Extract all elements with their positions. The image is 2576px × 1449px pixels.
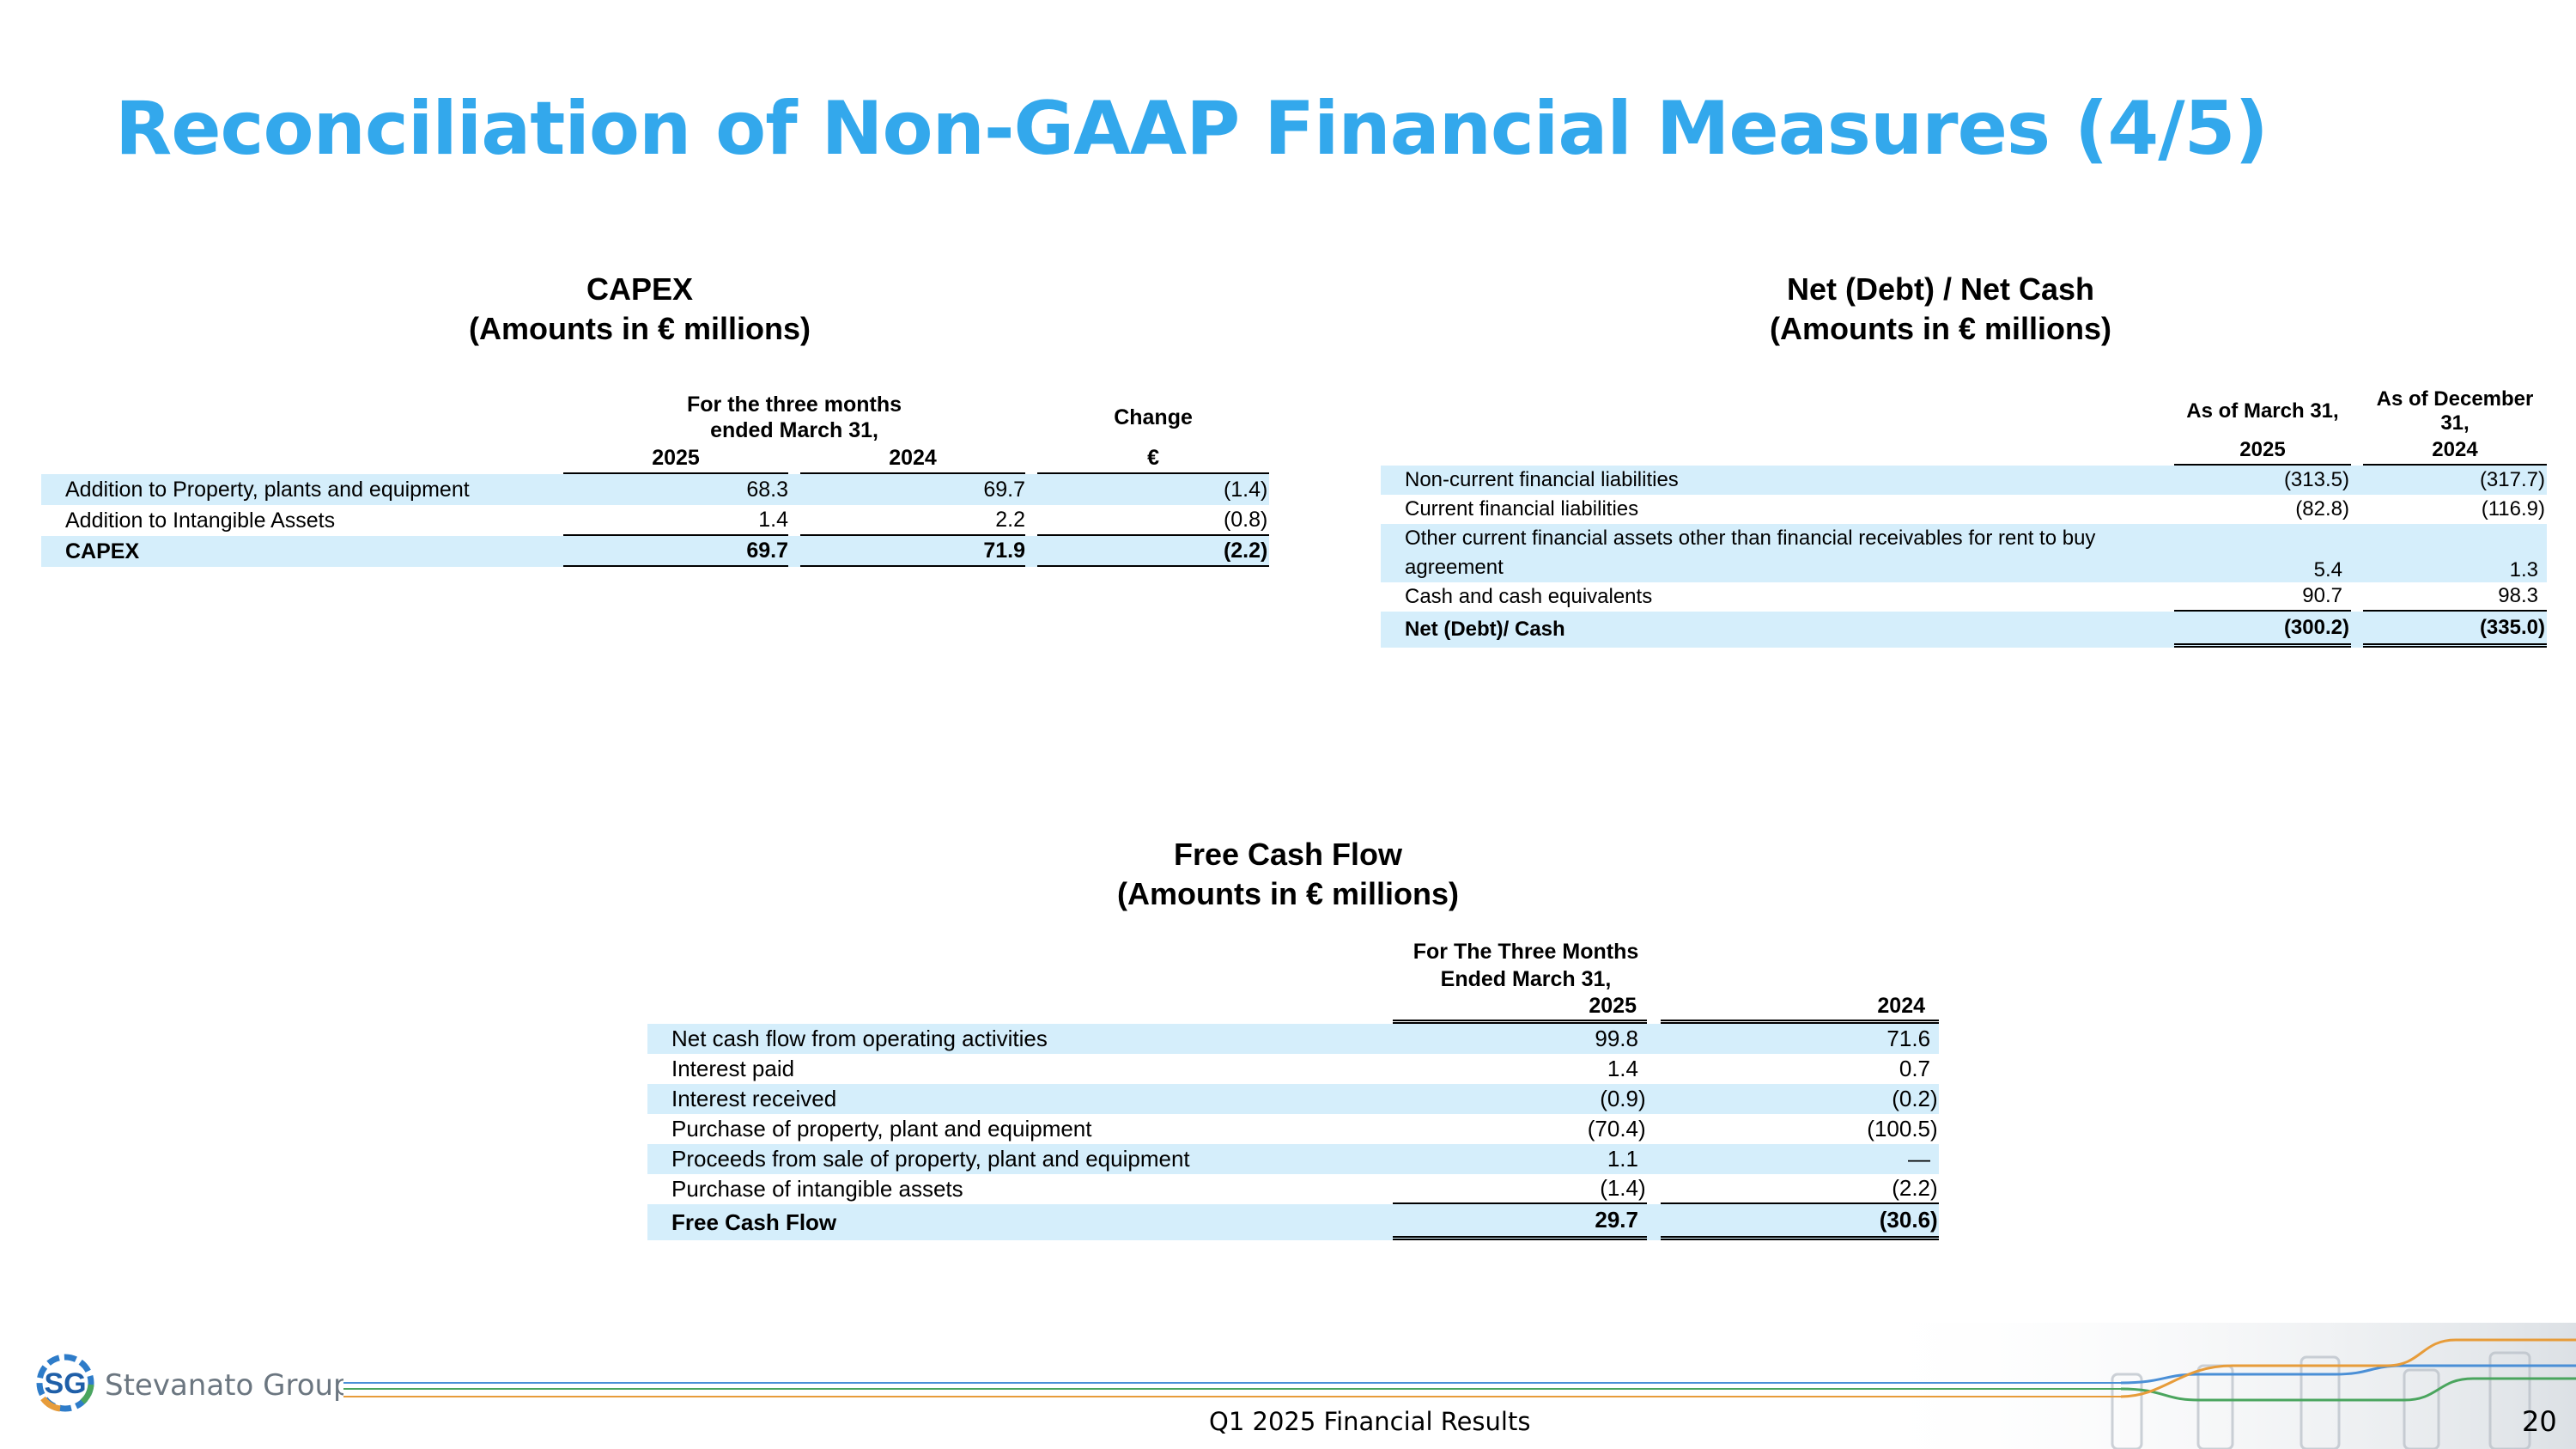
paren: ) <box>1930 1116 1938 1142</box>
row-label: Net cash flow from operating activities <box>647 1024 1379 1054</box>
value-2024: 2.2 <box>800 505 1025 536</box>
company-logo <box>34 1349 343 1422</box>
table-row <box>647 1024 1939 1054</box>
paren: ) <box>2538 615 2545 639</box>
paren: ) <box>1261 538 1268 563</box>
value-2025: (82.8 <box>2295 497 2342 521</box>
capex-header-row-2 <box>41 443 1269 474</box>
row-label: Interest paid <box>671 1056 795 1081</box>
table-row <box>647 1174 1939 1204</box>
value-2024: (0.2 <box>1892 1086 1931 1111</box>
row-label: Cash and cash equivalents <box>1405 585 1653 608</box>
page-number: 20 <box>2522 1405 2557 1438</box>
value-2024: (317.7 <box>2479 468 2538 491</box>
paren: ) <box>1930 1086 1938 1111</box>
table-row-total <box>1381 612 2547 648</box>
paren: ) <box>1261 477 1268 502</box>
capex-period-header2: ended March 31, <box>710 418 878 442</box>
paren: ) <box>1638 1116 1646 1142</box>
value-2024: — <box>1908 1146 1931 1172</box>
capex-title: CAPEX <box>586 271 694 307</box>
net-debt-title-block <box>1709 270 2172 349</box>
row-label: Net (Debt)/ Cash <box>1381 612 2166 648</box>
paren: ) <box>2538 497 2545 521</box>
value-2025: 1.4 <box>563 505 788 536</box>
table-row <box>41 474 1269 505</box>
net-debt-header-row-1 <box>1381 387 2547 436</box>
capex-header-row-1 <box>41 392 1269 443</box>
value-2025: 69.7 <box>563 536 788 567</box>
fcf-title: Free Cash Flow <box>1173 837 1403 872</box>
footer-report-title: Q1 2025 Financial Results <box>1209 1407 1531 1436</box>
value-2025: 1.4 <box>1607 1056 1638 1081</box>
value-2025: 99.8 <box>1595 1026 1638 1051</box>
capex-table <box>41 392 1269 567</box>
net-debt-table <box>1381 387 2547 648</box>
capex-year-2025: 2025 <box>563 443 788 474</box>
value-2024: 1.3 <box>2509 558 2538 581</box>
row-label: Addition to Intangible Assets <box>65 508 336 533</box>
net-debt-year-2025: 2025 <box>2174 436 2351 466</box>
capex-change-header: Change <box>1114 405 1193 429</box>
row-label-continued: agreement <box>1405 556 1504 579</box>
row-label: Addition to Property, plants and equipment <box>41 474 551 505</box>
table-row <box>41 505 1269 536</box>
net-debt-subtitle: (Amounts in € millions) <box>1769 311 2111 346</box>
row-label: Purchase of intangible assets <box>671 1176 963 1202</box>
page-title: Reconciliation of Non-GAAP Financial Measures (4/5) <box>115 86 2268 172</box>
value-2024: 71.9 <box>800 536 1025 567</box>
net-debt-col2-header: As of December 31, <box>2376 387 2534 435</box>
net-debt-col1-header: As of March 31, <box>2186 399 2339 423</box>
fcf-title-block <box>1065 835 1511 914</box>
value-2024: 69.7 <box>800 474 1025 505</box>
value-2025: (0.9 <box>1600 1086 1638 1111</box>
row-label: Non-current financial liabilities <box>1381 466 2166 495</box>
value-2025: (300.2 <box>2283 615 2342 639</box>
value-2024: 98.3 <box>2498 584 2538 607</box>
row-label: Current financial liabilities <box>1405 497 1639 521</box>
table-row <box>647 1084 1939 1114</box>
table-row <box>647 1144 1939 1174</box>
row-label: Interest received <box>647 1084 1379 1114</box>
fcf-year-2024: 2024 <box>1661 993 1939 1024</box>
value-2025: (313.5 <box>2283 468 2342 491</box>
table-row <box>1381 524 2547 582</box>
capex-title-block <box>421 270 859 349</box>
value-2024: 71.6 <box>1886 1026 1931 1051</box>
table-row <box>1381 495 2547 524</box>
fcf-period-header: For The Three Months <box>1413 940 1639 964</box>
net-debt-title: Net (Debt) / Net Cash <box>1786 271 2095 307</box>
row-label: CAPEX <box>41 536 551 567</box>
table-row <box>1381 466 2547 495</box>
value-2025: 29.7 <box>1595 1207 1638 1233</box>
value-2024: (116.9 <box>2481 497 2538 521</box>
table-row-total <box>647 1204 1939 1240</box>
paren: ) <box>2342 468 2349 491</box>
table-row <box>1381 582 2547 612</box>
logo-mark-text: SG <box>44 1367 87 1400</box>
table-row <box>647 1054 1939 1084</box>
paren: ) <box>2538 468 2545 491</box>
paren: ) <box>1638 1086 1646 1111</box>
value-2025: 5.4 <box>2313 558 2342 581</box>
value-change: (0.8 <box>1223 507 1261 532</box>
value-2024: (2.2 <box>1892 1175 1931 1201</box>
capex-subtitle: (Amounts in € millions) <box>468 311 811 346</box>
value-2025: 1.1 <box>1607 1146 1638 1172</box>
paren: ) <box>2342 497 2349 521</box>
value-2024: (100.5 <box>1867 1116 1931 1142</box>
value-2024: 0.7 <box>1899 1056 1931 1081</box>
logo-text: Stevanato Group <box>105 1368 343 1403</box>
value-2025: (1.4 <box>1600 1175 1638 1201</box>
paren: ) <box>2342 615 2349 639</box>
sg-logo-mark <box>34 1349 343 1417</box>
row-label: Purchase of property, plant and equipment <box>671 1116 1092 1142</box>
paren: ) <box>1638 1175 1646 1201</box>
capex-change-unit: € <box>1037 443 1269 474</box>
fcf-header-row-2 <box>647 993 1939 1024</box>
value-2025: (70.4 <box>1587 1116 1638 1142</box>
fcf-header-row-1 <box>647 938 1939 993</box>
value-2025: 90.7 <box>2302 584 2342 607</box>
value-change: (1.4 <box>1223 477 1261 502</box>
row-label: Free Cash Flow <box>647 1204 1379 1240</box>
table-row <box>647 1114 1939 1144</box>
value-change: (2.2 <box>1223 538 1261 563</box>
net-debt-header-row-2 <box>1381 436 2547 466</box>
paren: ) <box>1930 1175 1938 1201</box>
row-label: Proceeds from sale of property, plant and equipment <box>647 1144 1379 1174</box>
fcf-table <box>647 938 1939 1240</box>
capex-year-2024: 2024 <box>800 443 1025 474</box>
value-2024: (30.6 <box>1879 1207 1931 1233</box>
row-label: Other current financial assets other than financial receivables for rent to buy <box>1405 527 2096 550</box>
paren: ) <box>1261 507 1268 532</box>
capex-period-header: For the three months <box>687 393 902 417</box>
fcf-subtitle: (Amounts in € millions) <box>1116 876 1459 911</box>
fcf-period-header2: Ended March 31, <box>1440 967 1612 991</box>
table-row-total <box>41 536 1269 567</box>
value-2025: 68.3 <box>563 474 788 505</box>
fcf-year-2025: 2025 <box>1393 993 1647 1024</box>
net-debt-year-2024: 2024 <box>2363 436 2547 466</box>
paren: ) <box>1930 1207 1938 1233</box>
value-2024: (335.0 <box>2479 615 2538 639</box>
glassware-backdrop <box>1846 1323 2576 1449</box>
